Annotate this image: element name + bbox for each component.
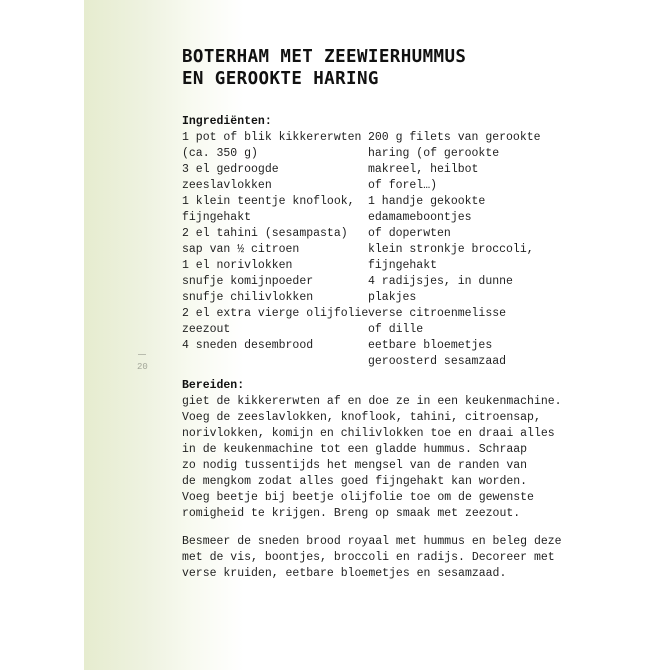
- page-number-dash: [138, 354, 146, 355]
- page-number: 20: [137, 362, 148, 372]
- ingredient-line: verse citroenmelisse: [368, 307, 507, 320]
- preparation-line: de mengkom zodat alles goed fijngehakt kan worden.: [182, 475, 528, 488]
- ingredient-line: klein stronkje broccoli,: [368, 243, 534, 256]
- ingredients-list-right: [368, 130, 541, 370]
- ingredient-line: edamameboontjes: [368, 211, 472, 224]
- ingredient-line: fijngehakt: [182, 211, 252, 224]
- ingredient-line: zeeslavlokken: [182, 179, 272, 192]
- recipe-title: [182, 46, 466, 90]
- ingredient-line: haring (of gerookte: [368, 147, 500, 160]
- preparation-line: Voeg beetje bij beetje olijfolie toe om de gewenste: [182, 491, 534, 504]
- cookbook-page: [84, 0, 586, 670]
- ingredient-line: 3 el gedroogde: [182, 163, 279, 176]
- ingredient-line: fijngehakt: [368, 259, 438, 272]
- ingredient-line: 1 pot of blik kikkererwten: [182, 131, 362, 144]
- serving-line: Besmeer de sneden brood royaal met hummus en beleg deze: [182, 535, 562, 548]
- ingredient-line: geroosterd sesamzaad: [368, 355, 507, 368]
- preparation-paragraph: [182, 394, 562, 522]
- ingredients-heading: Ingrediënten:: [182, 115, 272, 128]
- serving-line: met de vis, boontjes, broccoli en radijs. Decoreer met: [182, 551, 555, 564]
- serving-line: verse kruiden, eetbare bloemetjes en sesamzaad.: [182, 567, 507, 580]
- ingredient-line: snufje chilivlokken: [182, 291, 314, 304]
- ingredient-line: 1 klein teentje knoflook,: [182, 195, 355, 208]
- ingredient-line: 200 g filets van gerookte: [368, 131, 541, 144]
- ingredient-line: 2 el extra vierge olijfolie: [182, 307, 369, 320]
- preparation-line: in de keukenmachine tot een gladde hummus. Schraap: [182, 443, 528, 456]
- preparation-line: giet de kikkererwten af en doe ze in een keukenmachine.: [182, 395, 562, 408]
- preparation-line: norivlokken, komijn en chilivlokken toe en draai alles: [182, 427, 555, 440]
- ingredient-line: 4 sneden desembrood: [182, 339, 314, 352]
- ingredient-line: snufje komijnpoeder: [182, 275, 314, 288]
- ingredient-line: makreel, heilbot: [368, 163, 479, 176]
- recipe-title-line: BOTERHAM MET ZEEWIERHUMMUS: [182, 47, 467, 67]
- ingredient-line: plakjes: [368, 291, 417, 304]
- preparation-heading: Bereiden:: [182, 379, 245, 392]
- ingredient-line: 1 handje gekookte: [368, 195, 486, 208]
- ingredient-line: of forel…): [368, 179, 438, 192]
- preparation-line: zo nodig tussentijds het mengsel van de randen van: [182, 459, 528, 472]
- ingredient-line: eetbare bloemetjes: [368, 339, 493, 352]
- recipe-title-line: EN GEROOKTE HARING: [182, 69, 379, 89]
- preparation-line: romigheid te krijgen. Breng op smaak met zeezout.: [182, 507, 521, 520]
- ingredients-list-left: [182, 130, 368, 354]
- ingredient-line: of dille: [368, 323, 424, 336]
- ingredient-line: sap van ½ citroen: [182, 243, 300, 256]
- ingredient-line: zeezout: [182, 323, 231, 336]
- ingredient-line: 4 radijsjes, in dunne: [368, 275, 513, 288]
- ingredient-line: 2 el tahini (sesampasta): [182, 227, 348, 240]
- ingredient-line: (ca. 350 g): [182, 147, 258, 160]
- preparation-line: Voeg de zeeslavlokken, knoflook, tahini, citroensap,: [182, 411, 541, 424]
- ingredient-line: of doperwten: [368, 227, 451, 240]
- ingredient-line: 1 el norivlokken: [182, 259, 293, 272]
- serving-paragraph: [182, 534, 562, 582]
